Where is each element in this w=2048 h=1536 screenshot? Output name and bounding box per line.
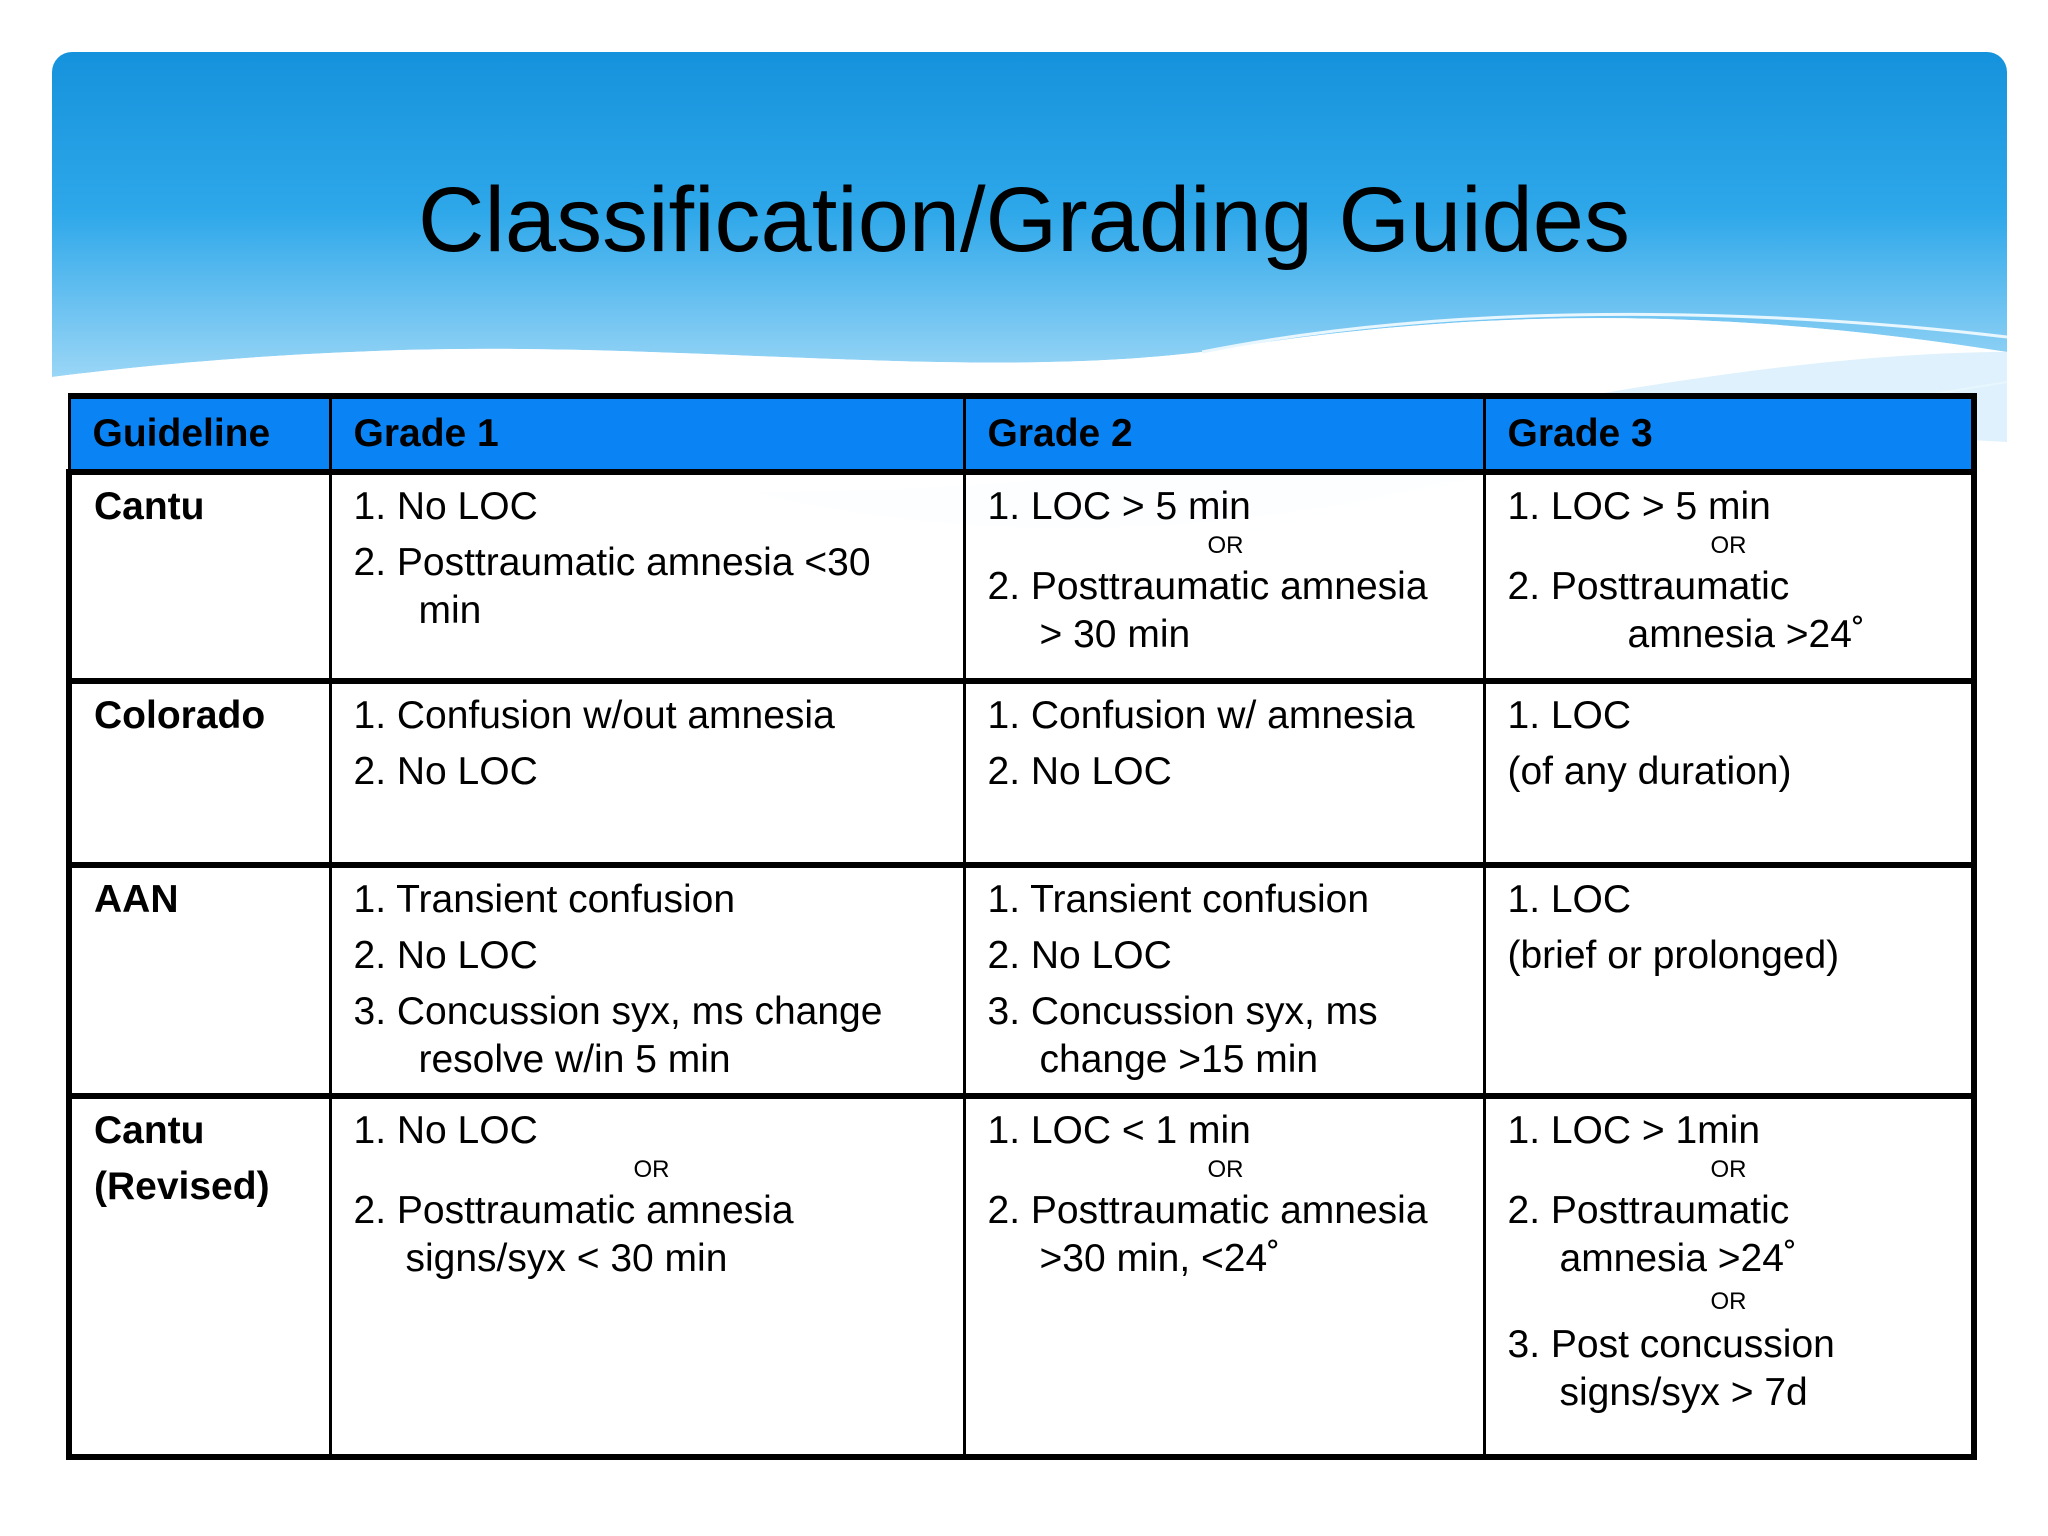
grade-2-cell (964, 472, 1484, 681)
page-title: Classification/Grading Guides (418, 169, 1630, 271)
grade-3-cell (1484, 681, 1974, 865)
header-guideline: Guideline (69, 396, 330, 472)
criterion-line: 1. Transient confusion (353, 878, 736, 921)
or-label: OR (1710, 1288, 1747, 1315)
guideline-cell: Cantu (69, 472, 330, 681)
header-grade-3: Grade 3 (1484, 396, 1974, 472)
criterion-line-continued: signs/syx > 7d (1559, 1371, 1808, 1414)
criterion-line: 2. Posttraumatic amnesia (353, 1189, 794, 1232)
criterion-line-continued: signs/syx < 30 min (405, 1237, 728, 1280)
or-label: OR (633, 1156, 670, 1183)
criterion-line: 1. Confusion w/ amnesia (987, 694, 1415, 737)
guideline-name: Cantu (94, 1109, 205, 1152)
criterion-line-continued: amnesia >24˚ (1627, 613, 1865, 656)
criterion-line-continued: >30 min, <24˚ (1039, 1237, 1281, 1280)
header-grade-1: Grade 1 (330, 396, 964, 472)
grade-2-cell (964, 865, 1484, 1096)
guideline-qualifier: (Revised) (94, 1165, 270, 1208)
criterion-line: 3. Concussion syx, ms (987, 990, 1378, 1033)
grade-1-cell (330, 865, 964, 1096)
criterion-line: 1. LOC > 1min (1507, 1109, 1761, 1152)
criterion-line: 2. No LOC (987, 934, 1172, 977)
criterion-line: 2. No LOC (353, 934, 538, 977)
criterion-line: 1. Confusion w/out amnesia (353, 694, 835, 737)
table-header-row (69, 396, 1974, 472)
header-grade-2: Grade 2 (964, 396, 1484, 472)
criterion-line-continued: > 30 min (1039, 613, 1191, 656)
or-label: OR (1710, 532, 1747, 559)
grade-1-cell (330, 681, 964, 865)
grade-2-cell (964, 681, 1484, 865)
or-label: OR (1207, 1156, 1244, 1183)
criterion-line: 1. LOC < 1 min (987, 1109, 1251, 1152)
criterion-line-continued: min (418, 589, 482, 632)
criterion-line: 1. LOC > 5 min (987, 485, 1251, 528)
or-label: OR (1710, 1156, 1747, 1183)
grade-3-cell (1484, 865, 1974, 1096)
criterion-line-continued: resolve w/in 5 min (418, 1038, 731, 1081)
criterion-line: 1. LOC (1507, 878, 1632, 921)
grade-1-cell (330, 1096, 964, 1457)
criterion-line-continued: change >15 min (1039, 1038, 1319, 1081)
criterion-line: 1. LOC > 5 min (1507, 485, 1771, 528)
table-row (69, 865, 1974, 1096)
table-row (69, 472, 1974, 681)
grade-3-cell (1484, 1096, 1974, 1457)
table-row (69, 681, 1974, 865)
criterion-line: (brief or prolonged) (1507, 934, 1840, 977)
criterion-line: 1. LOC (1507, 694, 1632, 737)
criterion-line: 2. Posttraumatic amnesia (987, 565, 1428, 608)
criterion-line: 2. Posttraumatic amnesia (987, 1189, 1428, 1232)
criterion-line-continued: amnesia >24˚ (1559, 1237, 1797, 1280)
criterion-line: 2. Posttraumatic amnesia <30 (353, 541, 871, 584)
guideline-cell: AAN (69, 865, 330, 1096)
grading-table (66, 393, 1977, 1460)
criterion-line: 3. Post concussion (1507, 1323, 1835, 1366)
grade-2-cell (964, 1096, 1484, 1457)
or-label: OR (1207, 532, 1244, 559)
grade-1-cell (330, 472, 964, 681)
guideline-cell (69, 1096, 330, 1457)
criterion-line: (of any duration) (1507, 750, 1792, 793)
criterion-line: 2. Posttraumatic (1507, 1189, 1790, 1232)
table-row (69, 1096, 1974, 1457)
guideline-cell: Colorado (69, 681, 330, 865)
criterion-line: 1. Transient confusion (987, 878, 1370, 921)
criterion-line: 1. No LOC (353, 485, 538, 528)
criterion-line: 2. Posttraumatic (1507, 565, 1790, 608)
grade-3-cell (1484, 472, 1974, 681)
criterion-line: 2. No LOC (353, 750, 538, 793)
criterion-line: 2. No LOC (987, 750, 1172, 793)
criterion-line: 3. Concussion syx, ms change (353, 990, 883, 1033)
criterion-line: 1. No LOC (353, 1109, 538, 1152)
